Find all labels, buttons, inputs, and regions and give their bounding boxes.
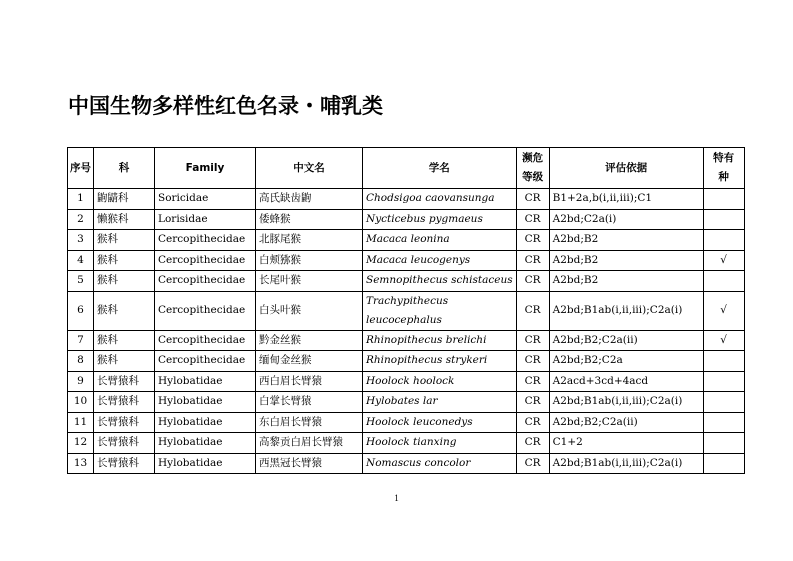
cell-no: 4 bbox=[68, 250, 94, 271]
cell-no: 10 bbox=[68, 392, 94, 413]
cell-no: 12 bbox=[68, 433, 94, 454]
cell-no: 11 bbox=[68, 412, 94, 433]
cell-family: Hylobatidae bbox=[155, 392, 256, 413]
cell-no: 3 bbox=[68, 230, 94, 251]
table-row bbox=[68, 230, 745, 251]
cell-endemic bbox=[703, 271, 744, 292]
cell-family: Lorisidae bbox=[155, 209, 256, 230]
header-no: 序号 bbox=[68, 148, 94, 189]
cell-family: Hylobatidae bbox=[155, 433, 256, 454]
table-row bbox=[68, 392, 745, 413]
cell-endemic bbox=[703, 371, 744, 392]
header-level: 濒危等级 bbox=[516, 148, 549, 189]
header-scientific-name: 学名 bbox=[363, 148, 517, 189]
cell-no: 6 bbox=[68, 291, 94, 330]
cell-chinese-name: 高黎贡白眉长臂猿 bbox=[256, 433, 363, 454]
cell-family: Cercopithecidae bbox=[155, 330, 256, 351]
cell-no: 7 bbox=[68, 330, 94, 351]
table-row bbox=[68, 453, 745, 474]
cell-family-cn: 猴科 bbox=[94, 250, 155, 271]
cell-no: 8 bbox=[68, 351, 94, 372]
cell-no: 9 bbox=[68, 371, 94, 392]
cell-criteria: A2bd;B1ab(i,ii,iii);C2a(i) bbox=[549, 392, 703, 413]
cell-chinese-name: 高氏缺齿鼩 bbox=[256, 189, 363, 210]
cell-level: CR bbox=[516, 330, 549, 351]
cell-criteria: A2bd;B2 bbox=[549, 230, 703, 251]
table-row bbox=[68, 271, 745, 292]
cell-endemic bbox=[703, 453, 744, 474]
cell-level: CR bbox=[516, 230, 549, 251]
cell-scientific-name: Trachypithecus leucocephalus bbox=[363, 291, 517, 330]
cell-criteria: A2acd+3cd+4acd bbox=[549, 371, 703, 392]
cell-family-cn: 猴科 bbox=[94, 291, 155, 330]
cell-endemic bbox=[703, 209, 744, 230]
cell-criteria: A2bd;B2 bbox=[549, 271, 703, 292]
cell-family: Cercopithecidae bbox=[155, 230, 256, 251]
cell-family-cn: 鼩鼱科 bbox=[94, 189, 155, 210]
header-family: Family bbox=[155, 148, 256, 189]
cell-criteria: A2bd;B2;C2a(ii) bbox=[549, 330, 703, 351]
cell-endemic: √ bbox=[703, 291, 744, 330]
cell-chinese-name: 黔金丝猴 bbox=[256, 330, 363, 351]
page-number: 1 bbox=[394, 493, 399, 503]
table-row bbox=[68, 330, 745, 351]
cell-chinese-name: 白掌长臂猿 bbox=[256, 392, 363, 413]
table-row bbox=[68, 250, 745, 271]
cell-chinese-name: 倭蜂猴 bbox=[256, 209, 363, 230]
cell-scientific-name: Macaca leucogenys bbox=[363, 250, 517, 271]
page-title: 中国生物多样性红色名录・哺乳类 bbox=[68, 94, 383, 118]
cell-family: Cercopithecidae bbox=[155, 351, 256, 372]
table-row bbox=[68, 433, 745, 454]
cell-criteria: A2bd;B2 bbox=[549, 250, 703, 271]
cell-no: 2 bbox=[68, 209, 94, 230]
cell-endemic bbox=[703, 433, 744, 454]
header-chinese-name: 中文名 bbox=[256, 148, 363, 189]
cell-level: CR bbox=[516, 189, 549, 210]
cell-no: 1 bbox=[68, 189, 94, 210]
table-row bbox=[68, 351, 745, 372]
header-criteria: 评估依据 bbox=[549, 148, 703, 189]
cell-scientific-name: Rhinopithecus brelichi bbox=[363, 330, 517, 351]
table-row bbox=[68, 189, 745, 210]
table-header-row bbox=[68, 148, 745, 189]
cell-scientific-name: Nomascus concolor bbox=[363, 453, 517, 474]
cell-chinese-name: 北豚尾猴 bbox=[256, 230, 363, 251]
cell-level: CR bbox=[516, 412, 549, 433]
cell-family-cn: 懒猴科 bbox=[94, 209, 155, 230]
cell-level: CR bbox=[516, 250, 549, 271]
cell-level: CR bbox=[516, 291, 549, 330]
cell-family-cn: 猴科 bbox=[94, 330, 155, 351]
red-list-table bbox=[67, 147, 745, 474]
cell-family: Cercopithecidae bbox=[155, 291, 256, 330]
cell-criteria: A2bd;B1ab(i,ii,iii);C2a(i) bbox=[549, 453, 703, 474]
header-endemic: 特有种 bbox=[703, 148, 744, 189]
cell-criteria: A2bd;B2;C2a bbox=[549, 351, 703, 372]
cell-family-cn: 长臂猿科 bbox=[94, 392, 155, 413]
table-row bbox=[68, 209, 745, 230]
cell-no: 5 bbox=[68, 271, 94, 292]
cell-family-cn: 长臂猿科 bbox=[94, 433, 155, 454]
table-row bbox=[68, 371, 745, 392]
cell-endemic: √ bbox=[703, 330, 744, 351]
cell-scientific-name: Chodsigoa caovansunga bbox=[363, 189, 517, 210]
cell-endemic bbox=[703, 392, 744, 413]
cell-family-cn: 猴科 bbox=[94, 230, 155, 251]
cell-family-cn: 长臂猿科 bbox=[94, 453, 155, 474]
cell-endemic bbox=[703, 230, 744, 251]
table-row bbox=[68, 412, 745, 433]
cell-endemic bbox=[703, 412, 744, 433]
cell-family-cn: 猴科 bbox=[94, 351, 155, 372]
cell-scientific-name: Semnopithecus schistaceus bbox=[363, 271, 517, 292]
cell-chinese-name: 西白眉长臂猿 bbox=[256, 371, 363, 392]
table-body bbox=[68, 189, 745, 474]
cell-criteria: A2bd;B2;C2a(ii) bbox=[549, 412, 703, 433]
cell-family: Cercopithecidae bbox=[155, 271, 256, 292]
cell-scientific-name: Macaca leonina bbox=[363, 230, 517, 251]
cell-chinese-name: 长尾叶猴 bbox=[256, 271, 363, 292]
cell-criteria: A2bd;C2a(i) bbox=[549, 209, 703, 230]
cell-chinese-name: 白颊猕猴 bbox=[256, 250, 363, 271]
cell-family-cn: 长臂猿科 bbox=[94, 412, 155, 433]
cell-no: 13 bbox=[68, 453, 94, 474]
cell-chinese-name: 东白眉长臂猿 bbox=[256, 412, 363, 433]
cell-criteria: B1+2a,b(i,ii,iii);C1 bbox=[549, 189, 703, 210]
cell-endemic bbox=[703, 351, 744, 372]
cell-family-cn: 猴科 bbox=[94, 271, 155, 292]
cell-family-cn: 长臂猿科 bbox=[94, 371, 155, 392]
cell-level: CR bbox=[516, 351, 549, 372]
cell-scientific-name: Rhinopithecus strykeri bbox=[363, 351, 517, 372]
cell-level: CR bbox=[516, 453, 549, 474]
cell-criteria: C1+2 bbox=[549, 433, 703, 454]
table-row bbox=[68, 291, 745, 330]
cell-endemic bbox=[703, 189, 744, 210]
cell-scientific-name: Hoolock hoolock bbox=[363, 371, 517, 392]
cell-chinese-name: 缅甸金丝猴 bbox=[256, 351, 363, 372]
cell-family: Soricidae bbox=[155, 189, 256, 210]
cell-chinese-name: 西黑冠长臂猿 bbox=[256, 453, 363, 474]
cell-scientific-name: Nycticebus pygmaeus bbox=[363, 209, 517, 230]
cell-level: CR bbox=[516, 271, 549, 292]
cell-scientific-name: Hoolock leuconedys bbox=[363, 412, 517, 433]
cell-endemic: √ bbox=[703, 250, 744, 271]
cell-scientific-name: Hoolock tianxing bbox=[363, 433, 517, 454]
header-family-cn: 科 bbox=[94, 148, 155, 189]
cell-level: CR bbox=[516, 371, 549, 392]
cell-level: CR bbox=[516, 433, 549, 454]
cell-family: Hylobatidae bbox=[155, 453, 256, 474]
cell-family: Hylobatidae bbox=[155, 371, 256, 392]
cell-chinese-name: 白头叶猴 bbox=[256, 291, 363, 330]
cell-scientific-name: Hylobates lar bbox=[363, 392, 517, 413]
cell-level: CR bbox=[516, 392, 549, 413]
cell-level: CR bbox=[516, 209, 549, 230]
cell-criteria: A2bd;B1ab(i,ii,iii);C2a(i) bbox=[549, 291, 703, 330]
cell-family: Hylobatidae bbox=[155, 412, 256, 433]
cell-family: Cercopithecidae bbox=[155, 250, 256, 271]
